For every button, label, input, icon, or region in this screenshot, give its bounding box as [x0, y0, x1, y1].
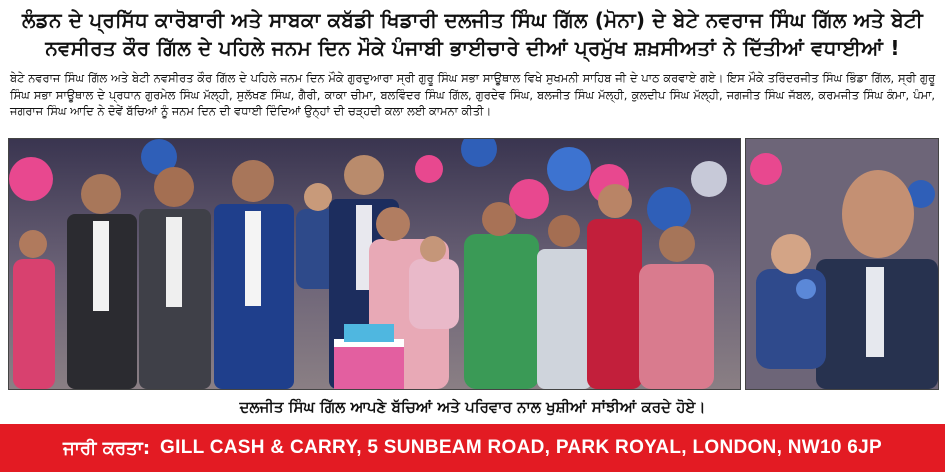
headline — [0, 6, 945, 62]
side-photo — [745, 138, 939, 390]
footer-address: GILL CASH & CARRY, 5 SUNBEAM ROAD, PARK ROYAL, LONDON, NW10 6JP — [160, 437, 883, 458]
footer-banner — [0, 424, 945, 472]
photo-caption: ਦਲਜੀਤ ਸਿੰਘ ਗਿੱਲ ਆਪਣੇ ਬੱਚਿਆਂ ਅਤੇ ਪਰਿਵਾਰ ਨਾਲ ਖੁਸ਼ੀਆਂ ਸਾਂਝੀਆਂ ਕਰਦੇ ਹੋਏ। — [239, 398, 706, 416]
group-photo — [8, 138, 741, 390]
headline-line-1: ਲੰਡਨ ਦੇ ਪ੍ਰਸਿੱਧ ਕਾਰੋਬਾਰੀ ਅਤੇ ਸਾਬਕਾ ਕਬੱਡੀ ਖਿਡਾਰੀ ਦਲਜੀਤ ਸਿੰਘ ਗਿੱਲ (ਮੋਨਾ) ਦੇ ਬੇਟੇ ਨਵਰਾਜ ਸਿੰਘ ਗਿੱਲ ਅਤੇ ਬੇਟੀ — [22, 8, 923, 32]
article-body: ਬੇਟੇ ਨਵਰਾਜ ਸਿੰਘ ਗਿੱਲ ਅਤੇ ਬੇਟੀ ਨਵਸੀਰਤ ਕੌਰ ਗਿੱਲ ਦੇ ਪਹਿਲੇ ਜਨਮ ਦਿਨ ਮੌਕੇ ਗੁਰਦੁਆਰਾ ਸ੍ਰੀ ਗੁਰੂ ਸਿੰਘ ਸਭਾ ਸਾਊਥਾਲ ਵਿਖੇ ਸੁਖਮਨੀ ਸਾਹਿਬ ਜੀ ਦੇ ਪਾਠ ਕਰਵਾਏ ਗਏ। ਇਸ ਮੌਕੇ ਤਰਿੰਦਰਜੀਤ ਸਿੰਘ ਭਿੰਡਾ ਗਿੱਲ, ਸ੍ਰੀ ਗੁਰੂ ਸਿੰਘ ਸਭਾ ਸਾਊਥਾਲ ਦੇ ਪ੍ਰਧਾਨ ਗੁਰਮੇਲ ਸਿੰਘ ਮੱਲ੍ਹੀ, ਸੁਲੱਖਣ ਸਿੰਘ, ਗੈਰੀ, ਕਾਕਾ ਚੀਮਾ, ਬਲਵਿੰਦਰ ਸਿੰਘ ਗਿੱਲ, ਗੁਰਦੇਵ ਸਿੰਘ, ਬਲਜੀਤ ਸਿੰਘ ਮੱਲ੍ਹੀ, ਕੁਲਦੀਪ ਸਿੰਘ ਮੱਲ੍ਹੀ, ਜਗਜੀਤ ਸਿੰਘ ਜੱਬਲ, ਕਰਮਜੀਤ ਸਿੰਘ ਕੰਮਾ, ਪੰਮਾ, ਜਗਰਾਜ ਸਿੰਘ ਆਦਿ ਨੇ ਦੋਵੇਂ ਬੱਚਿਆਂ ਨੂੰ ਜਨਮ ਦਿਨ ਦੀ ਵਧਾਈ ਦਿੰਦਿਆਂ ਉਨ੍ਹਾਂ ਦੀ ਚੜ੍ਹਦੀ ਕਲਾ ਲਈ ਕਾਮਨਾ ਕੀਤੀ। — [10, 71, 935, 118]
footer-label: ਜਾਰੀ ਕਰਤਾ: — [62, 437, 151, 459]
birthday-cake — [334, 324, 404, 389]
headline-line-2: ਨਵਸੀਰਤ ਕੌਰ ਗਿੱਲ ਦੇ ਪਹਿਲੇ ਜਨਮ ਦਿਨ ਮੌਕੇ ਪੰਜਾਬੀ ਭਾਈਚਾਰੇ ਦੀਆਂ ਪ੍ਰਮੁੱਖ ਸ਼ਖ਼ਸੀਅਤਾਂ ਨੇ ਦਿੱਤੀਆਂ ਵਧਾਈਆਂ ! — [45, 36, 900, 60]
